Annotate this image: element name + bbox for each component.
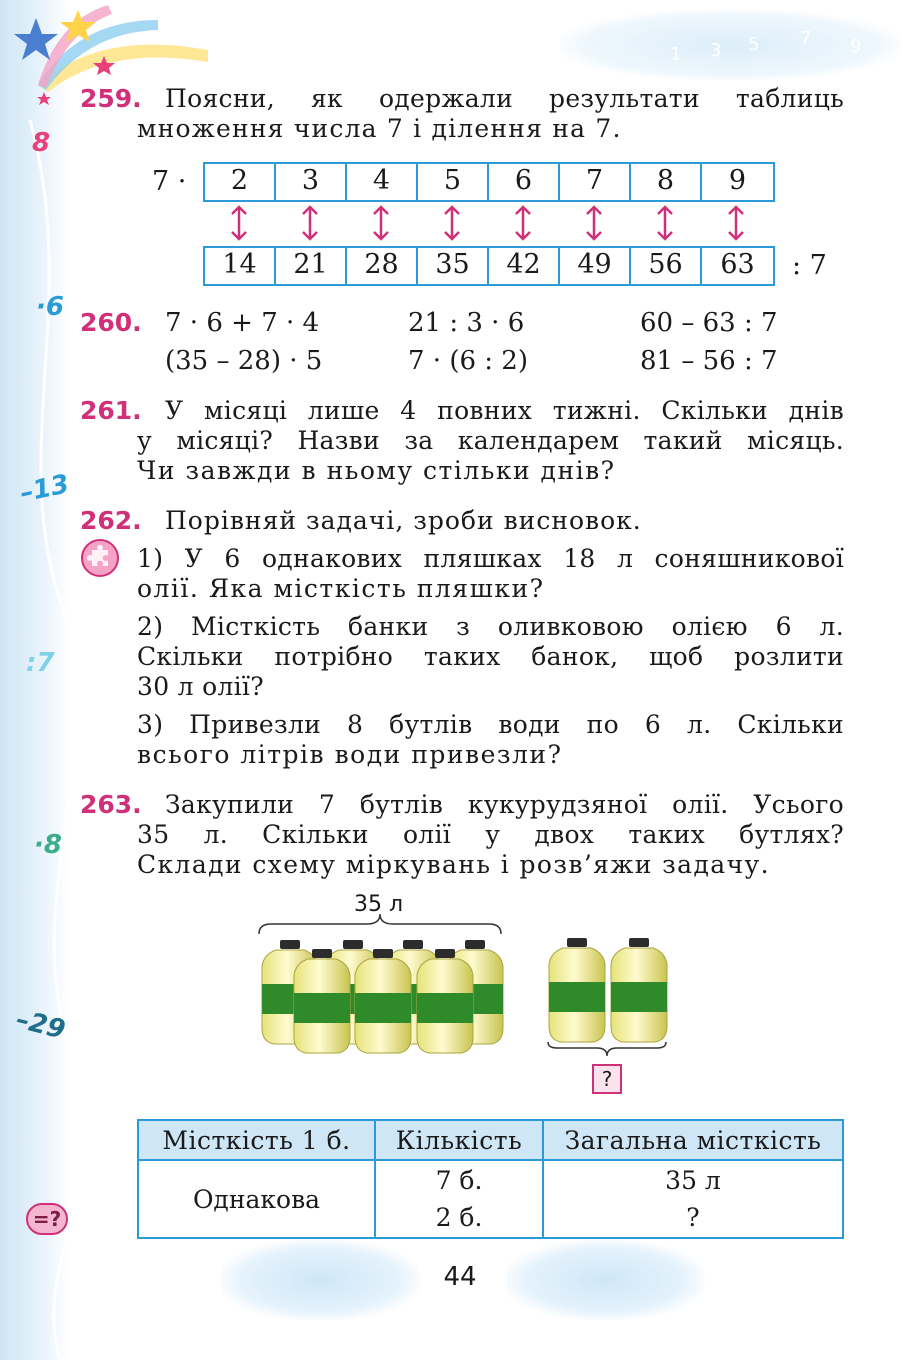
task-263-line-3: Склади схему міркувань і розв’яжи задачу. [137, 850, 770, 879]
count-value: 2 б. [435, 1203, 483, 1232]
cloud-decoration-top [560, 10, 900, 80]
puzzle-icon [80, 538, 120, 578]
count-value: 7 б. [435, 1166, 483, 1195]
product-row [203, 246, 775, 286]
summary-table [137, 1119, 844, 1239]
task-262-sub2-line-1: 2) Місткість банки з оливковою олією 6 л. [137, 612, 844, 641]
table-cell-count [375, 1160, 543, 1238]
task-262-sub2-line-3: 30 л олії? [137, 672, 264, 701]
cloud-decoration-bottom-right [505, 1240, 705, 1320]
expression: 60 – 63 : 7 [640, 308, 778, 338]
task-number-260: 260. [80, 308, 142, 337]
margin-number: ·6 [36, 292, 64, 322]
bracket-top [255, 910, 505, 938]
product-cell: 63 [720, 249, 755, 280]
expression: (35 – 28) · 5 [165, 346, 323, 376]
page-number: 44 [443, 1262, 477, 1292]
task-number-263: 263. [80, 790, 142, 819]
product-cell: 14 [205, 248, 276, 284]
margin-number: –29 [13, 1004, 69, 1046]
compare-icon: =? [26, 1203, 68, 1235]
task-number-262: 262. [80, 506, 142, 535]
product-cell: 56 [631, 248, 702, 284]
product-cell: 21 [276, 248, 347, 284]
double-arrow-icon [229, 205, 249, 241]
cloud-decoration-bottom-left [220, 1240, 420, 1320]
table-cell-capacity: Однакова [138, 1160, 375, 1238]
table-header: Кількість [375, 1120, 543, 1160]
product-cell: 42 [489, 248, 560, 284]
multiplier-cell: 4 [347, 164, 418, 200]
cloud-digit: 9 [850, 36, 862, 57]
total-value: 35 л [665, 1166, 721, 1195]
margin-number: –13 [17, 469, 72, 509]
task-number-259: 259. [80, 84, 142, 113]
multiplier-cell: 2 [205, 164, 276, 200]
cloud-digit: 3 [710, 40, 722, 61]
table-header: Місткість 1 б. [138, 1120, 375, 1160]
product-cell: 28 [347, 248, 418, 284]
expression: 7 · 6 + 7 · 4 [165, 308, 320, 338]
task-263-line-1: Закупили 7 бутлів кукурудзяної олії. Усього [165, 790, 844, 819]
task-262-sub3-line-2: всього літрів води привезли? [137, 740, 563, 769]
table-header: Загальна місткість [543, 1120, 843, 1160]
double-arrow-icon [584, 205, 604, 241]
margin-number: 8 [32, 128, 51, 158]
task-259-line-1: Поясни, як одержали результати таблиць [165, 84, 844, 113]
double-arrow-icon [371, 205, 391, 241]
task-261-line-3: Чи завжди в ньому стільки днів? [137, 456, 616, 485]
multiplier-cell: 3 [276, 164, 347, 200]
product-cell: 35 [418, 248, 489, 284]
cloud-digit: 7 [800, 28, 812, 49]
task-263-line-2: 35 л. Скільки олії у двох таких бутлях? [137, 820, 844, 849]
multiplier-cell: 7 [560, 164, 631, 200]
expression: 81 – 56 : 7 [640, 346, 778, 376]
double-arrow-icon [442, 205, 462, 241]
multiplier-cell: 8 [631, 164, 702, 200]
task-259-line-2: множення числа 7 і ділення на 7. [137, 114, 622, 143]
divide-label: : 7 [792, 250, 827, 281]
double-arrow-icon [655, 205, 675, 241]
task-262-sub2-line-2: Скільки потрібно таких банок, щоб розлити [137, 642, 844, 671]
task-261-line-2: у місяці? Назви за календарем такий місяць. [137, 426, 844, 455]
total-value: ? [686, 1203, 700, 1232]
bracket-label-total: 35 л [354, 892, 404, 917]
multiply-label: 7 · [152, 166, 187, 197]
expression: 21 : 3 · 6 [408, 308, 525, 338]
double-arrow-icon [300, 205, 320, 241]
double-arrow-icon [726, 205, 746, 241]
task-number-261: 261. [80, 396, 142, 425]
oil-bottles-illustration [255, 935, 675, 1055]
task-262-sub1-line-2: олії. Яка місткість пляшки? [137, 574, 545, 603]
multiplier-cell: 9 [728, 165, 747, 196]
task-262-sub3-line-1: 3) Привезли 8 бутлів води по 6 л. Скільки [137, 710, 844, 739]
task-262-sub1-line-1: 1) У 6 однакових пляшках 18 л соняшникової [137, 544, 844, 573]
double-arrow-icon [513, 205, 533, 241]
table-row [138, 1160, 843, 1238]
bracket-bottom [545, 1040, 670, 1060]
cloud-digit: 5 [748, 34, 760, 55]
margin-curve-decoration [0, 0, 90, 1360]
multiplier-row [203, 162, 775, 202]
multiplier-cell: 5 [418, 164, 489, 200]
expression: 7 · (6 : 2) [408, 346, 528, 376]
unknown-value-box: ? [592, 1064, 622, 1094]
product-cell: 49 [560, 248, 631, 284]
table-cell-total [543, 1160, 843, 1238]
multiplier-cell: 6 [489, 164, 560, 200]
margin-number: :7 [26, 648, 55, 678]
task-261-line-1: У місяці лише 4 повних тижні. Скільки днів [165, 396, 844, 425]
margin-number: ·8 [34, 830, 62, 860]
task-262-intro: Порівняй задачі, зроби висновок. [165, 506, 642, 535]
cloud-digit: 1 [670, 44, 682, 65]
